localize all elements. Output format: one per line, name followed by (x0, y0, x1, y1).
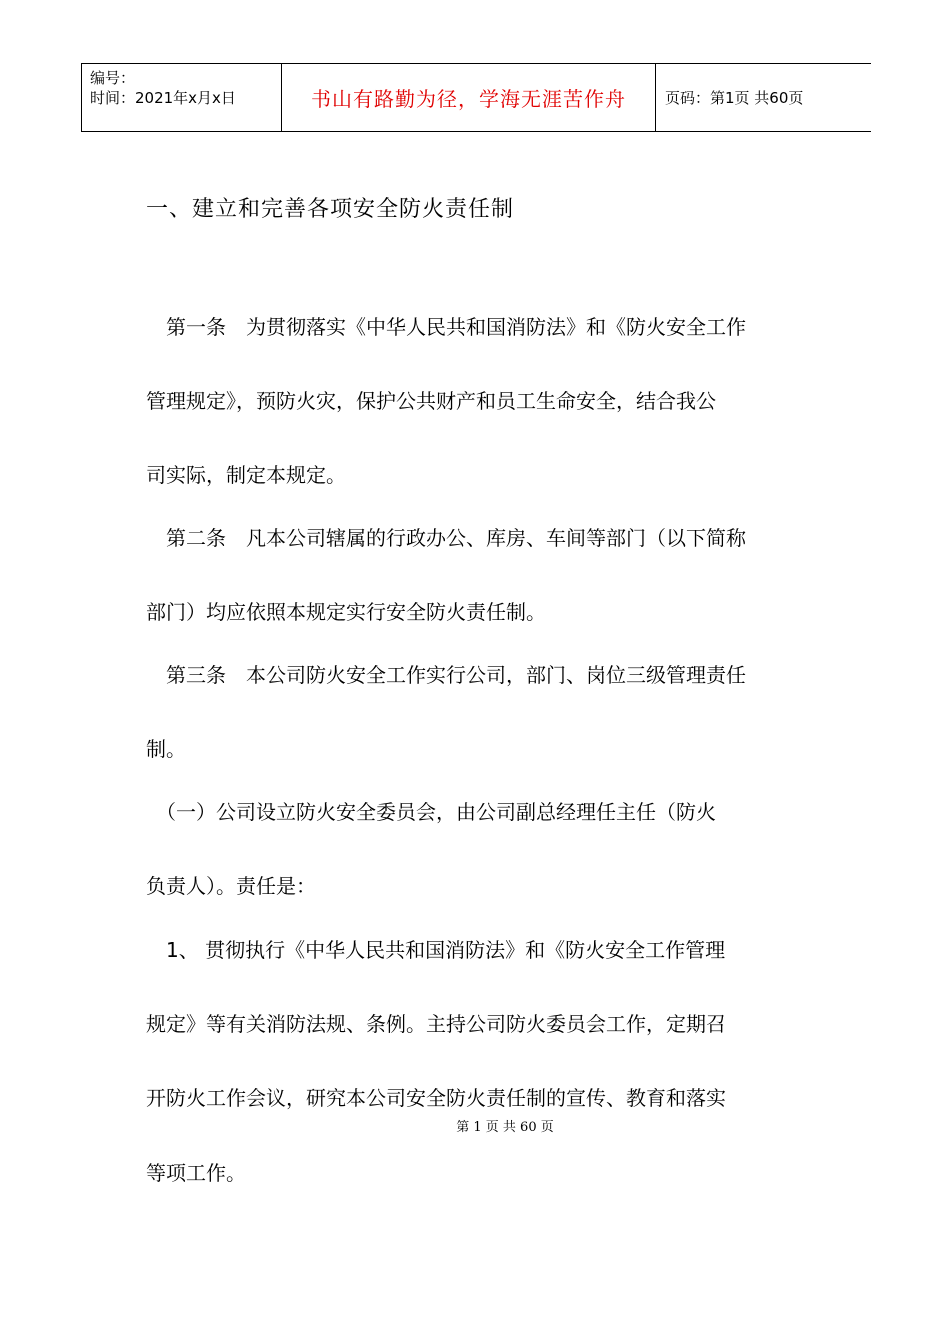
text-line: 部门）均应依照本规定实行安全防火责任制。 (146, 600, 546, 624)
text-line: 管理规定》，预防火灾，保护公共财产和员工生命安全，结合我公 (146, 389, 716, 413)
number-label: 编号： (90, 69, 136, 87)
text-line: 第一条 为贯彻落实《中华人民共和国消防法》和《防火安全工作 (146, 315, 746, 339)
footer-page-number: 第 1 页 共 60 页 (456, 1120, 554, 1135)
text-line: 第二条 凡本公司辖属的行政办公、库房、车间等部门（以下简称 (146, 526, 746, 550)
text-line: 1、 贯彻执行《中华人民共和国消防法》和《防火安全工作管理 (146, 938, 726, 962)
text-line: 负责人）。责任是： (146, 874, 316, 898)
text-line: 等项工作。 (146, 1161, 246, 1185)
header-meta (82, 64, 282, 131)
header-motto: 书山有路勤为径，学海无涯苦作舟 (282, 64, 656, 131)
text-line: 第三条 本公司防火安全工作实行公司，部门、岗位三级管理责任 (146, 663, 746, 687)
time-label: 时间：2021年x月x日 (90, 89, 236, 107)
text-line: （一）公司设立防火安全委员会，由公司副总经理任主任（防火 (146, 800, 716, 824)
text-line: 制。 (146, 737, 186, 761)
document-header (81, 63, 871, 132)
section-title: 一、建立和完善各项安全防火责任制 (146, 197, 515, 222)
page-footer (0, 1116, 950, 1135)
text-line: 开防火工作会议，研究本公司安全防火责任制的宣传、教育和落实 (146, 1086, 726, 1110)
header-page-label: 页码：第1页 共60页 (665, 89, 804, 107)
text-line: 司实际，制定本规定。 (146, 463, 346, 487)
text-line: 规定》等有关消防法规、条例。主持公司防火委员会工作，定期召 (146, 1012, 726, 1036)
